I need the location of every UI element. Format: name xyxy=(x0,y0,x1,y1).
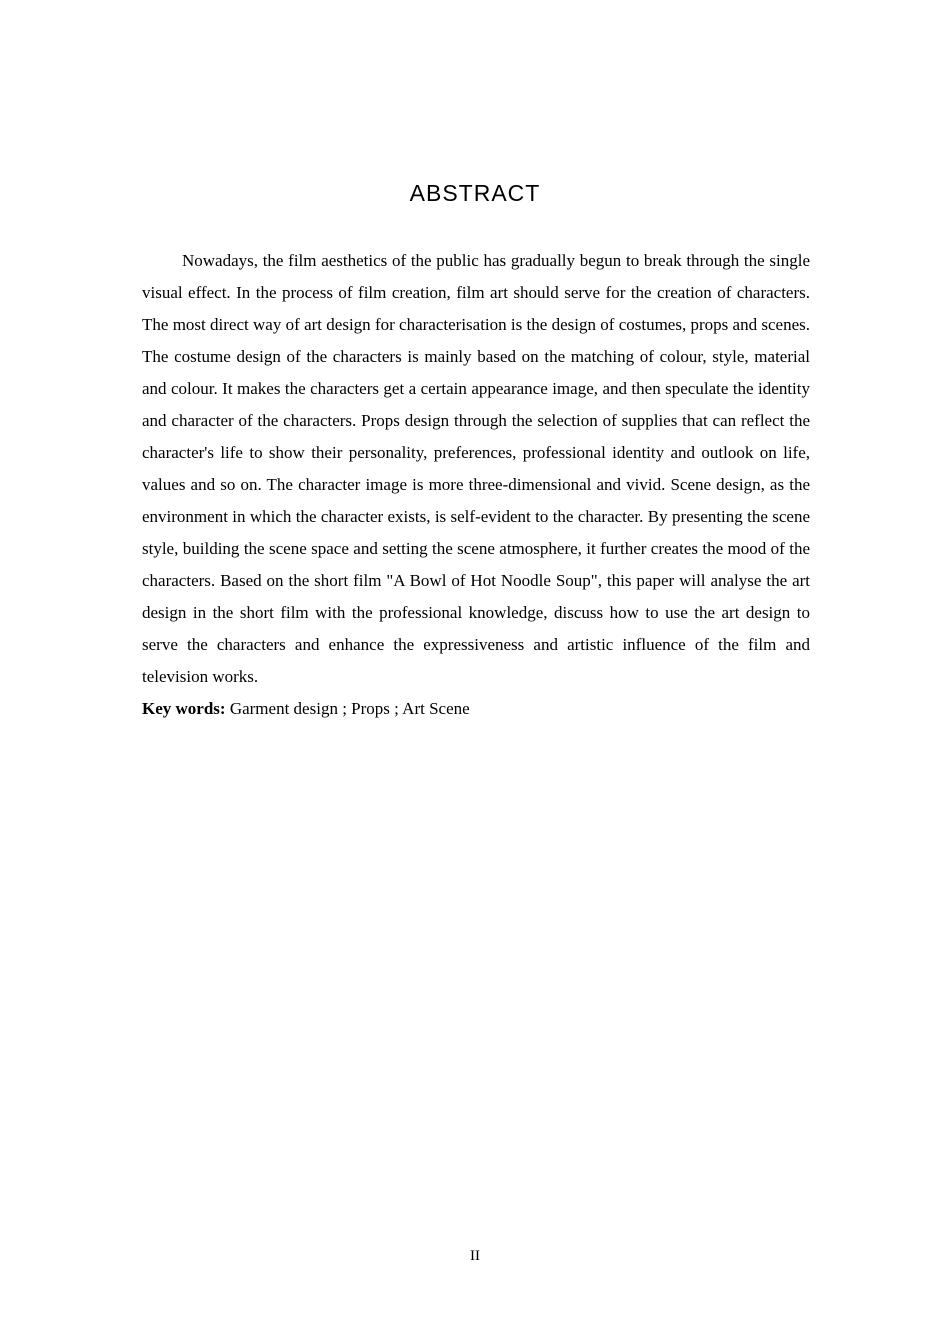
keywords-label: Key words: xyxy=(142,699,226,718)
page-number: II xyxy=(470,1248,480,1264)
keywords-text: Garment design ; Props ; Art Scene xyxy=(225,699,470,718)
abstract-paragraph: Nowadays, the film aesthetics of the public has gradually begun to break through the single visual effect. In the process of film creation, film art should serve for the creation of characters. The most direct way of art design for characterisation is the design of costumes, props and scenes. The costume design of the characters is mainly based on the matching of colour, style, material and colour. It makes the characters get a certain appearance image, and then speculate the identity and character of the characters. Props design through the selection of supplies that can reflect the character's life to show their personality, preferences, professional identity and outlook on life, values and so on. The character image is more three-dimensional and vivid. Scene design, as the environment in which the character exists, is self-evident to the character. By presenting the scene style, building the scene space and setting the scene atmosphere, it further creates the mood of the characters. Based on the short film "A Bowl of Hot Noodle Soup", this paper will analyse the art design in the short film with the professional knowledge, discuss how to use the art design to serve the characters and enhance the expressiveness and artistic influence of the film and television works. xyxy=(142,251,810,686)
keywords-line xyxy=(142,693,810,725)
page-title: ABSTRACT xyxy=(409,180,541,206)
abstract-content xyxy=(142,245,810,725)
